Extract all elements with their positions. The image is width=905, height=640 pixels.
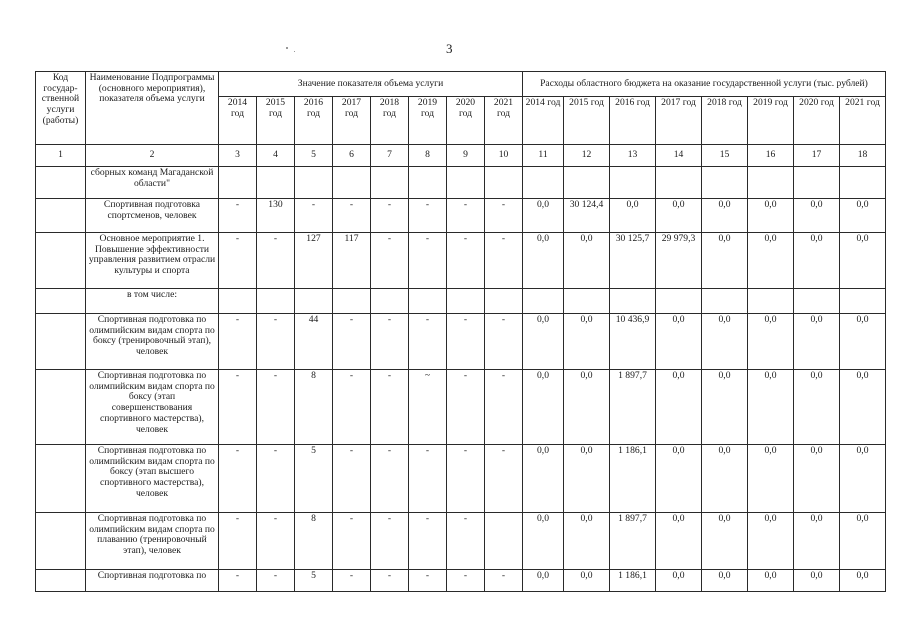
cell-budget-value: 0,0: [523, 570, 564, 592]
cell-budget-value: [702, 167, 748, 199]
cell-volume-value: -: [409, 314, 447, 370]
cell-budget-value: 1 897,7: [610, 370, 656, 445]
cell-code: [36, 167, 86, 199]
cell-budget-value: 1 897,7: [610, 513, 656, 570]
cell-volume-value: [371, 167, 409, 199]
column-number-row: [36, 145, 886, 167]
cell-volume-value: [447, 167, 485, 199]
header-code: Код государ-ственной услуги (работы): [36, 72, 86, 145]
table-row: [36, 513, 886, 570]
header-volume-year: 2014 год: [219, 97, 257, 145]
cell-volume-value: -: [485, 370, 523, 445]
cell-volume-value: -: [371, 199, 409, 233]
cell-budget-value: 0,0: [656, 445, 702, 513]
cell-budget-value: 0,0: [840, 370, 886, 445]
cell-budget-value: [702, 289, 748, 314]
cell-volume-value: -: [333, 513, 371, 570]
cell-volume-value: [485, 513, 523, 570]
cell-volume-value: [333, 167, 371, 199]
cell-budget-value: [656, 289, 702, 314]
column-number: 2: [86, 145, 219, 167]
cell-budget-value: [564, 167, 610, 199]
scan-speck: [294, 51, 295, 52]
cell-indicator-name: Спортивная подготовка по олимпийским видам спорта по боксу (этап высшего спортивного мастерства), человек: [86, 445, 219, 513]
header-budget-year: 2021 год: [840, 97, 886, 145]
cell-budget-value: 0,0: [564, 445, 610, 513]
cell-volume-value: 127: [295, 233, 333, 289]
cell-budget-value: 0,0: [748, 314, 794, 370]
cell-volume-value: -: [485, 445, 523, 513]
cell-budget-value: 0,0: [840, 233, 886, 289]
cell-volume-value: -: [447, 314, 485, 370]
cell-budget-value: 0,0: [794, 570, 840, 592]
cell-budget-value: 0,0: [840, 314, 886, 370]
column-number: 16: [748, 145, 794, 167]
cell-code: [36, 513, 86, 570]
cell-budget-value: [523, 289, 564, 314]
cell-budget-value: 0,0: [564, 570, 610, 592]
cell-volume-value: -: [219, 445, 257, 513]
cell-volume-value: -: [447, 233, 485, 289]
cell-code: [36, 314, 86, 370]
cell-volume-value: -: [447, 570, 485, 592]
cell-budget-value: 0,0: [523, 314, 564, 370]
cell-budget-value: 0,0: [794, 370, 840, 445]
cell-budget-value: 0,0: [702, 570, 748, 592]
cell-volume-value: -: [409, 570, 447, 592]
column-number: 1: [36, 145, 86, 167]
cell-volume-value: [257, 167, 295, 199]
cell-budget-value: 0,0: [656, 513, 702, 570]
cell-indicator-name: Спортивная подготовка по олимпийским видам спорта по боксу (тренировочный этап), человек: [86, 314, 219, 370]
cell-budget-value: 0,0: [794, 513, 840, 570]
cell-volume-value: 5: [295, 445, 333, 513]
cell-volume-value: -: [333, 199, 371, 233]
cell-volume-value: -: [257, 570, 295, 592]
cell-volume-value: -: [219, 199, 257, 233]
cell-budget-value: 0,0: [702, 445, 748, 513]
cell-budget-value: 0,0: [840, 513, 886, 570]
cell-volume-value: -: [257, 233, 295, 289]
cell-volume-value: -: [371, 370, 409, 445]
cell-budget-value: 30 124,4: [564, 199, 610, 233]
header-budget-year: 2016 год: [610, 97, 656, 145]
cell-volume-value: -: [485, 570, 523, 592]
cell-budget-value: 0,0: [523, 513, 564, 570]
header-volume-group: Значение показателя объема услуги: [219, 72, 523, 97]
header-volume-year: 2016 год: [295, 97, 333, 145]
cell-budget-value: [794, 167, 840, 199]
cell-code: [36, 289, 86, 314]
cell-volume-value: -: [409, 445, 447, 513]
cell-budget-value: 0,0: [702, 513, 748, 570]
cell-volume-value: -: [219, 570, 257, 592]
cell-budget-value: 0,0: [564, 314, 610, 370]
cell-volume-value: -: [371, 513, 409, 570]
cell-budget-value: [840, 289, 886, 314]
cell-code: [36, 199, 86, 233]
cell-budget-value: 0,0: [748, 570, 794, 592]
cell-budget-value: 0,0: [656, 199, 702, 233]
cell-budget-value: [748, 167, 794, 199]
cell-volume-value: -: [333, 314, 371, 370]
cell-budget-value: 0,0: [702, 314, 748, 370]
cell-budget-value: 0,0: [794, 314, 840, 370]
column-number: 18: [840, 145, 886, 167]
cell-volume-value: -: [485, 314, 523, 370]
cell-indicator-name: Спортивная подготовка спортсменов, человек: [86, 199, 219, 233]
cell-volume-value: [257, 289, 295, 314]
header-budget-year: 2015 год: [564, 97, 610, 145]
cell-volume-value: [409, 167, 447, 199]
header-budget-year: 2020 год: [794, 97, 840, 145]
header-volume-year: 2019 год: [409, 97, 447, 145]
cell-volume-value: [485, 167, 523, 199]
cell-budget-value: 0,0: [748, 370, 794, 445]
cell-volume-value: -: [257, 513, 295, 570]
header-volume-year: 2021 год: [485, 97, 523, 145]
cell-budget-value: [610, 167, 656, 199]
cell-volume-value: -: [371, 233, 409, 289]
cell-budget-value: 0,0: [656, 314, 702, 370]
cell-budget-value: 29 979,3: [656, 233, 702, 289]
cell-volume-value: [219, 167, 257, 199]
cell-budget-value: 0,0: [794, 445, 840, 513]
cell-volume-value: -: [333, 570, 371, 592]
cell-volume-value: -: [257, 370, 295, 445]
cell-volume-value: [333, 289, 371, 314]
cell-volume-value: [295, 167, 333, 199]
cell-volume-value: 5: [295, 570, 333, 592]
header-volume-year: 2020 год: [447, 97, 485, 145]
cell-indicator-name: Спортивная подготовка по олимпийским видам спорта по боксу (этап совершенствования спортивного мастерства), человек: [86, 370, 219, 445]
cell-budget-value: 0,0: [656, 570, 702, 592]
cell-volume-value: 8: [295, 370, 333, 445]
table-row: [36, 199, 886, 233]
scan-speck: [286, 47, 288, 49]
cell-budget-value: 0,0: [523, 199, 564, 233]
table-row: [36, 167, 886, 199]
cell-indicator-name: сборных команд Магаданской области": [86, 167, 219, 199]
cell-indicator-name: Спортивная подготовка по олимпийским видам спорта по плаванию (тренировочный этап), человек: [86, 513, 219, 570]
cell-volume-value: -: [219, 370, 257, 445]
cell-volume-value: -: [447, 445, 485, 513]
cell-volume-value: -: [485, 199, 523, 233]
cell-volume-value: [295, 289, 333, 314]
cell-volume-value: 44: [295, 314, 333, 370]
column-number: 6: [333, 145, 371, 167]
cell-volume-value: -: [219, 513, 257, 570]
column-number: 3: [219, 145, 257, 167]
cell-volume-value: -: [295, 199, 333, 233]
cell-volume-value: [447, 289, 485, 314]
cell-volume-value: -: [257, 445, 295, 513]
cell-budget-value: [610, 289, 656, 314]
cell-volume-value: [371, 289, 409, 314]
cell-code: [36, 445, 86, 513]
cell-volume-value: -: [409, 513, 447, 570]
cell-code: [36, 370, 86, 445]
table-row: [36, 314, 886, 370]
cell-volume-value: 117: [333, 233, 371, 289]
column-number: 12: [564, 145, 610, 167]
header-budget-year: 2017 год: [656, 97, 702, 145]
cell-volume-value: -: [447, 513, 485, 570]
header-volume-year: 2017 год: [333, 97, 371, 145]
header-budget-year: 2014 год: [523, 97, 564, 145]
cell-volume-value: -: [409, 199, 447, 233]
cell-volume-value: -: [447, 370, 485, 445]
cell-volume-value: [409, 289, 447, 314]
cell-budget-value: 1 186,1: [610, 570, 656, 592]
cell-budget-value: [564, 289, 610, 314]
cell-volume-value: -: [409, 233, 447, 289]
header-volume-year: 2018 год: [371, 97, 409, 145]
cell-budget-value: 0,0: [523, 233, 564, 289]
column-number: 11: [523, 145, 564, 167]
column-number: 10: [485, 145, 523, 167]
cell-budget-value: 0,0: [610, 199, 656, 233]
cell-budget-value: 0,0: [564, 513, 610, 570]
cell-budget-value: [840, 167, 886, 199]
table-row: [36, 570, 886, 592]
header-volume-year: 2015 год: [257, 97, 295, 145]
cell-budget-value: [523, 167, 564, 199]
cell-budget-value: 0,0: [702, 233, 748, 289]
cell-budget-value: 0,0: [840, 570, 886, 592]
cell-volume-value: [485, 289, 523, 314]
cell-volume-value: 8: [295, 513, 333, 570]
cell-budget-value: 0,0: [564, 233, 610, 289]
cell-budget-value: 0,0: [564, 370, 610, 445]
cell-budget-value: 30 125,7: [610, 233, 656, 289]
cell-volume-value: 130: [257, 199, 295, 233]
cell-volume-value: -: [447, 199, 485, 233]
cell-volume-value: [219, 289, 257, 314]
column-number: 17: [794, 145, 840, 167]
column-number: 9: [447, 145, 485, 167]
cell-volume-value: -: [219, 314, 257, 370]
header-budget-year: 2019 год: [748, 97, 794, 145]
services-table: [35, 71, 886, 592]
cell-indicator-name: Спортивная подготовка по: [86, 570, 219, 592]
cell-budget-value: 0,0: [748, 199, 794, 233]
column-number: 4: [257, 145, 295, 167]
column-number: 15: [702, 145, 748, 167]
column-number: 14: [656, 145, 702, 167]
cell-budget-value: 0,0: [840, 445, 886, 513]
cell-code: [36, 570, 86, 592]
page-number: 3: [446, 41, 453, 56]
cell-code: [36, 233, 86, 289]
cell-budget-value: 0,0: [702, 370, 748, 445]
cell-budget-value: [656, 167, 702, 199]
header-budget-year: 2018 год: [702, 97, 748, 145]
cell-budget-value: 0,0: [794, 233, 840, 289]
cell-indicator-name: в том числе:: [86, 289, 219, 314]
cell-budget-value: 0,0: [748, 445, 794, 513]
header-budget-group: Расходы областного бюджета на оказание государственной услуги (тыс. рублей): [523, 72, 886, 97]
cell-budget-value: [748, 289, 794, 314]
header-row-groups: [36, 72, 886, 97]
table-row: [36, 233, 886, 289]
cell-volume-value: ~: [409, 370, 447, 445]
table-row: [36, 370, 886, 445]
cell-budget-value: 0,0: [523, 370, 564, 445]
cell-budget-value: 0,0: [656, 370, 702, 445]
cell-volume-value: -: [485, 233, 523, 289]
column-number: 7: [371, 145, 409, 167]
cell-budget-value: 0,0: [840, 199, 886, 233]
column-number: 8: [409, 145, 447, 167]
cell-indicator-name: Основное мероприятие 1. Повышение эффективности управления развитием отрасли культуры и спорта: [86, 233, 219, 289]
cell-budget-value: 10 436,9: [610, 314, 656, 370]
cell-volume-value: -: [333, 370, 371, 445]
cell-budget-value: [794, 289, 840, 314]
column-number: 13: [610, 145, 656, 167]
cell-volume-value: -: [371, 314, 409, 370]
table-row: [36, 289, 886, 314]
cell-volume-value: -: [219, 233, 257, 289]
cell-volume-value: -: [333, 445, 371, 513]
cell-budget-value: 0,0: [523, 445, 564, 513]
cell-budget-value: 0,0: [748, 233, 794, 289]
cell-budget-value: 0,0: [794, 199, 840, 233]
column-number: 5: [295, 145, 333, 167]
cell-volume-value: -: [371, 570, 409, 592]
cell-budget-value: 0,0: [748, 513, 794, 570]
cell-volume-value: -: [257, 314, 295, 370]
cell-budget-value: 1 186,1: [610, 445, 656, 513]
cell-volume-value: -: [371, 445, 409, 513]
header-name: Наименование Подпрограммы (основного мероприятия), показателя объема услуги: [86, 72, 219, 145]
cell-budget-value: 0,0: [702, 199, 748, 233]
table-row: [36, 445, 886, 513]
